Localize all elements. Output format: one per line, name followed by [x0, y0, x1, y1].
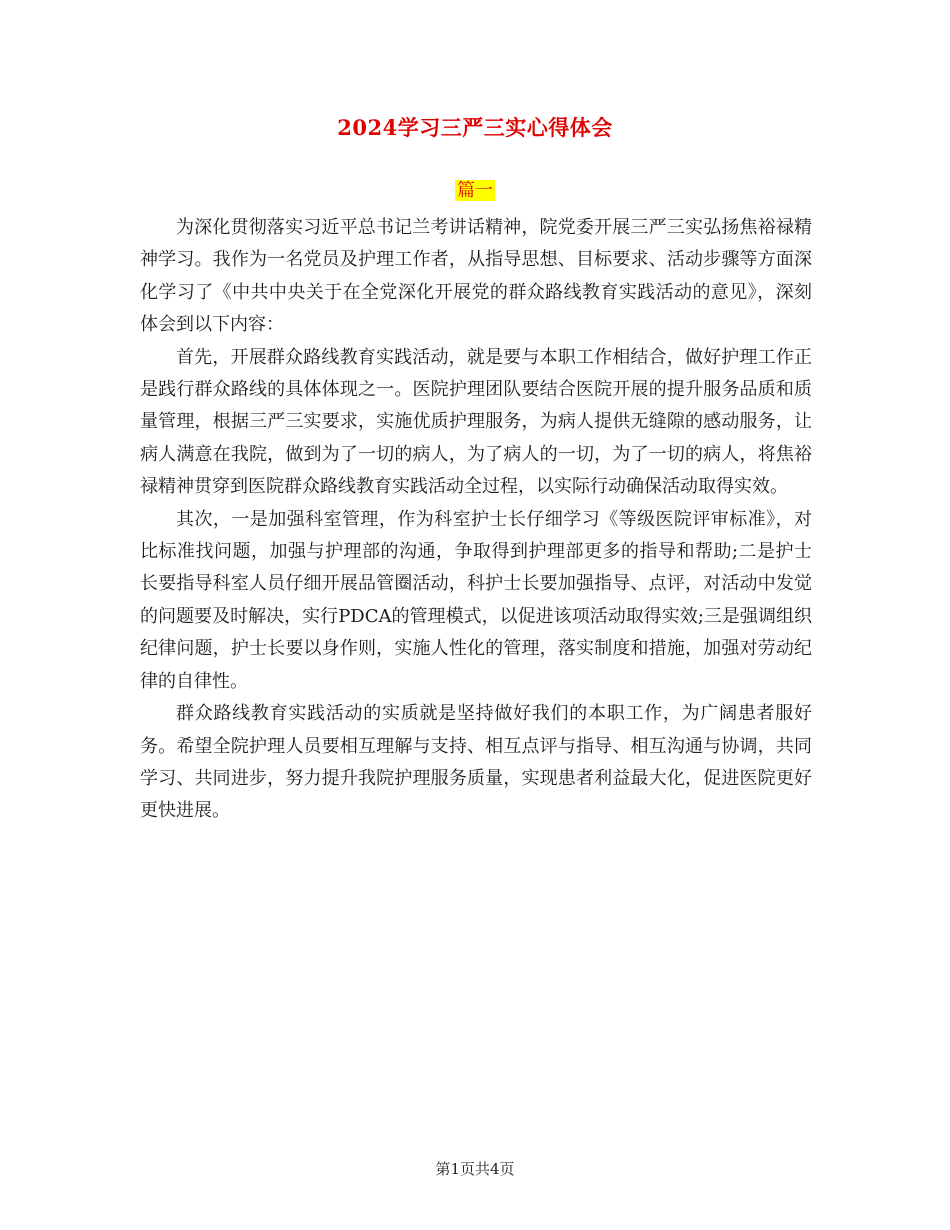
- paragraph-4: 群众路线教育实践活动的实质就是坚持做好我们的本职工作，为广阔患者服好务。希望全院护理人员要相互理解与支持、相互点评与指导、相互沟通与协调，共同学习、共同进步，努力提升我院护理服务质量，实现患者利益最大化，促进医院更好更快进展。: [140, 703, 812, 822]
- section-label: [0, 176, 950, 202]
- document-title: 2024学习三严三实心得体会: [337, 115, 613, 140]
- paragraph-3: 其次，一是加强科室管理，作为科室护士长仔细学习《等级医院评审标准》，对比标准找问题，加强与护理部的沟通，争取得到护理部更多的指导和帮助;二是护士长要指导科室人员仔细开展品管圈活动，科护士长要加强指导、点评，对活动中发觉的问题要及时解决，实行PDCA的管理模式，以促进该项活动取得实效;三是强调组织纪律问题，护士长要以身作则，实施人性化的管理，落实制度和措施，加强对劳动纪律的自律性。: [140, 508, 812, 692]
- paragraph-1: 为深化贯彻落实习近平总书记兰考讲话精神，院党委开展三严三实弘扬焦裕禄精神学习。我作为一名党员及护理工作者，从指导思想、目标要求、活动步骤等方面深化学习了《中共中央关于在全党深化开展党的群众路线教育实践活动的意见》，深刻体会到以下内容：: [140, 217, 812, 336]
- section-label-text: 篇一: [457, 180, 493, 201]
- paragraph-2: 首先，开展群众路线教育实践活动，就是要与本职工作相结合，做好护理工作正是践行群众路线的具体体现之一。医院护理团队要结合医院开展的提升服务品质和质量管理，根据三严三实要求，实施优质护理服务，为病人提供无缝隙的感动服务，让病人满意在我院，做到为了一切的病人，为了病人的一切，为了一切的病人，将焦裕禄精神贯穿到医院群众路线教育实践活动全过程，以实际行动确保活动取得实效。: [140, 346, 812, 498]
- page-footer: 第1页共4页: [435, 1160, 515, 1178]
- document-body: [140, 212, 812, 828]
